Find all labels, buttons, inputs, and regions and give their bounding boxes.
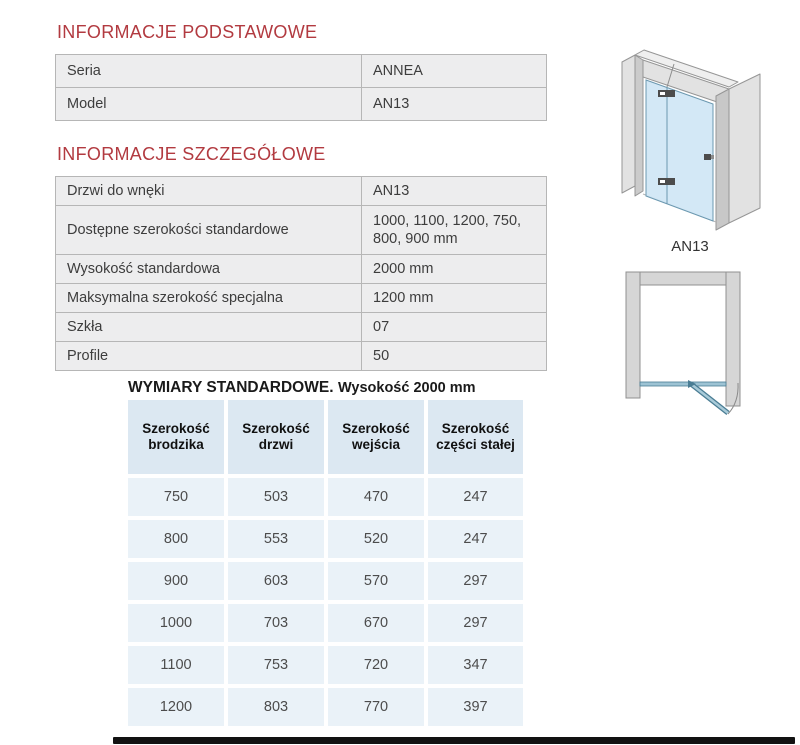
spec-value: 1200 mm — [362, 284, 547, 313]
table-cell: 603 — [228, 562, 324, 600]
table-cell: 297 — [428, 562, 523, 600]
table-cell: 397 — [428, 688, 523, 726]
spec-label: Seria — [56, 55, 362, 88]
dimensions-heading-sub: Wysokość 2000 mm — [337, 380, 476, 396]
dimensions-heading-main: WYMIARY STANDARDOWE. — [128, 379, 334, 396]
column-header: Szerokość wejścia — [328, 400, 424, 474]
spec-label: Drzwi do wnęki — [56, 177, 362, 206]
spec-label: Profile — [56, 342, 362, 371]
table-cell: 900 — [128, 562, 224, 600]
table-cell: 800 — [128, 520, 224, 558]
bottom-scrollbar[interactable] — [113, 737, 795, 744]
table-row — [56, 55, 547, 88]
table-row — [56, 177, 547, 206]
table-cell: 1100 — [128, 646, 224, 684]
basic-info-heading: INFORMACJE PODSTAWOWE — [57, 22, 318, 42]
spec-value: AN13 — [362, 88, 547, 121]
table-cell: 570 — [328, 562, 424, 600]
detail-info-heading: INFORMACJE SZCZEGÓŁOWE — [57, 144, 326, 164]
table-cell: 247 — [428, 478, 523, 516]
spec-value: 07 — [362, 313, 547, 342]
table-cell: 553 — [228, 520, 324, 558]
spec-label: Model — [56, 88, 362, 121]
table-row — [56, 313, 547, 342]
table-cell: 520 — [328, 520, 424, 558]
table-cell: 750 — [128, 478, 224, 516]
column-header: Szerokość brodzika — [128, 400, 224, 474]
spec-label: Maksymalna szerokość specjalna — [56, 284, 362, 313]
column-header: Szerokość części stałej — [428, 400, 523, 474]
table-cell: 720 — [328, 646, 424, 684]
table-cell: 470 — [328, 478, 424, 516]
table-cell: 770 — [328, 688, 424, 726]
table-cell: 503 — [228, 478, 324, 516]
table-row — [56, 284, 547, 313]
plan-door — [640, 380, 738, 414]
table-row — [56, 255, 547, 284]
model-label: AN13 — [671, 238, 709, 255]
table-row — [56, 342, 547, 371]
table-cell: 670 — [328, 604, 424, 642]
column-header: Szerokość drzwi — [228, 400, 324, 474]
table-cell: 297 — [428, 604, 523, 642]
plan-view-door-swing-diagram — [618, 266, 750, 442]
isometric-shower-door-diagram — [608, 26, 772, 238]
table-cell: 1000 — [128, 604, 224, 642]
basic-info-table — [55, 54, 547, 121]
detail-info-table — [55, 176, 547, 371]
spec-value: 1000, 1100, 1200, 750, 800, 900 mm — [362, 206, 547, 255]
spec-value: 50 — [362, 342, 547, 371]
table-cell: 703 — [228, 604, 324, 642]
table-cell: 347 — [428, 646, 523, 684]
table-cell: 753 — [228, 646, 324, 684]
table-cell: 803 — [228, 688, 324, 726]
dimensions-table — [128, 400, 523, 726]
dimensions-heading — [128, 379, 476, 397]
table-cell: 247 — [428, 520, 523, 558]
spec-label: Wysokość standardowa — [56, 255, 362, 284]
spec-value: AN13 — [362, 177, 547, 206]
table-cell: 1200 — [128, 688, 224, 726]
spec-label: Dostępne szerokości standardowe — [56, 206, 362, 255]
spec-value: 2000 mm — [362, 255, 547, 284]
spec-value: ANNEA — [362, 55, 547, 88]
spec-label: Szkła — [56, 313, 362, 342]
table-row — [56, 88, 547, 121]
table-row — [56, 206, 547, 255]
